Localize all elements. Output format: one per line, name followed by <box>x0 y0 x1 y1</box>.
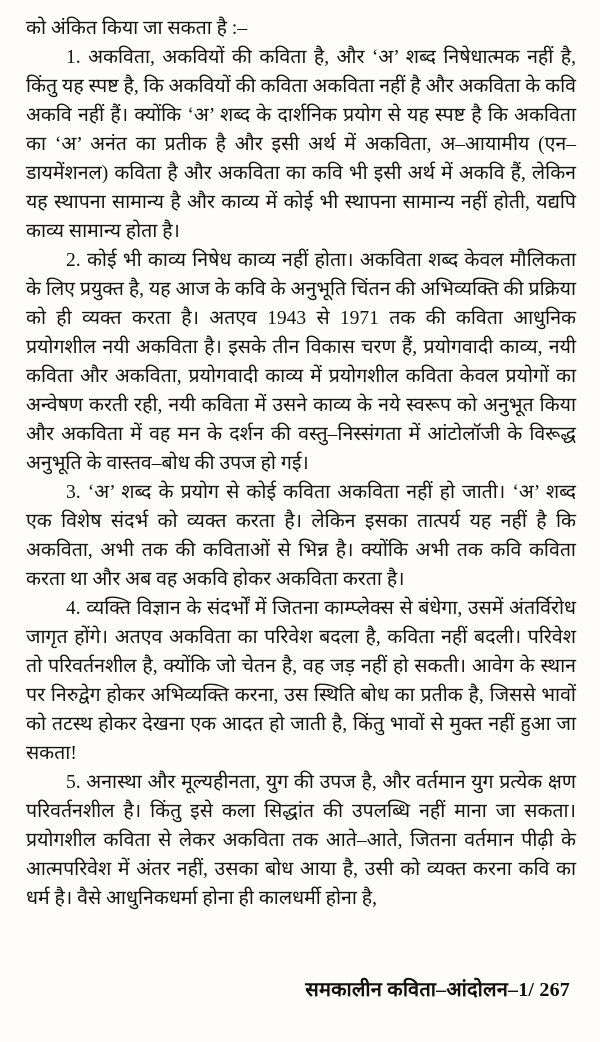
paragraph-1: 1. अकविता, अकवियों की कविता है, और ‘अ’ शब्द निषेधात्मक नहीं है, किंतु यह स्पष्ट है, कि अकवियों की कविता अकविता नहीं है और अकविता के कवि अकवि नहीं हैं। क्योंकि ‘अ’ शब्द के दार्शनिक प्रयोग से यह स्पष्ट है कि अकविता का ‘अ’ अनंत का प्रतीक है और इसी अर्थ में अकविता, अ–आयामीय (एन–डायमेंशनल) कविता है और अकविता का कवि भी इसी अर्थ में अकवि हैं, लेकिन यह स्थापना सामान्य है और काव्य में कोई भी स्थापना सामान्य नहीं होती, यद्यपि काव्य सामान्य होता है। <box>26 47 576 242</box>
intro-line: को अंकित किया जा सकता है :– <box>26 18 248 39</box>
page-footer: समकालीन कविता–आंदोलन–1/ 267 <box>305 979 570 1001</box>
body-text <box>26 14 576 913</box>
paragraph-5: 5. अनास्था और मूल्यहीनता, युग की उपज है, और वर्तमान युग प्रत्येक क्षण परिवर्तनशील है। किंतु इसे कला सिद्धांत की उपलब्धि नहीं माना जा सकता। प्रयोगशील कविता से लेकर अकविता तक आते–आते, जितना वर्तमान पीढ़ी के आत्मपरिवेश में अंतर नहीं, उसका बोध आया है, उसी को व्यक्त करना कवि का धर्म है। वैसे आधुनिकधर्मा होना ही कालधर्मी होना है, <box>26 772 576 909</box>
paragraph-4: 4. व्यक्ति विज्ञान के संदर्भों में जितना काम्प्लेक्स से बंधेगा, उसमें अंतर्विरोध जागृत होंगे। अतएव अकविता का परिवेश बदला है, कविता नहीं बदली। परिवेश तो परिवर्तनशील है, क्योंकि जो चेतन है, वह जड़ नहीं हो सकती। आवेग के स्थान पर निरुद्वेग होकर अभिव्यक्ति करना, उस स्थिति बोध का प्रतीक है, जिससे भावों को तटस्थ होकर देखना एक आदत हो जाती है, किंतु भावों से मुक्त नहीं हुआ जा सकता! <box>26 598 576 764</box>
paragraph-2: 2. कोई भी काव्य निषेध काव्य नहीं होता। अकविता शब्द केवल मौलिकता के लिए प्रयुक्त है, यह आज के कवि के अनुभूति चिंतन की अभिव्यक्ति की प्रक्रिया को ही व्यक्त करता है। अतएव 1943 से 1971 तक की कविता आधुनिक प्रयोगशील नयी अकविता है। इसके तीन विकास चरण हैं, प्रयोगवादी काव्य, नयी कविता और अकविता, प्रयोगवादी काव्य में प्रयोगशील कविता केवल प्रयोगों का अन्वेषण करती रही, नयी कविता में उसने काव्य के नये स्वरूप को अनुभूत किया और अकविता में वह मन के दर्शन की वस्तु–निस्संगता में आंटोलॉजी के विरूद्ध अनुभूति के वास्तव–बोध की उपज हो गई। <box>26 250 576 474</box>
paragraph-3: 3. ‘अ’ शब्द के प्रयोग से कोई कविता अकविता नहीं हो जाती। ‘अ’ शब्द एक विशेष संदर्भ को व्यक्त करता है। लेकिन इसका तात्पर्य यह नहीं है कि अकविता, अभी तक की कविताओं से भिन्न है। क्योंकि अभी तक कवि कविता करता था और अब वह अकवि होकर अकविता करता है। <box>26 482 576 590</box>
